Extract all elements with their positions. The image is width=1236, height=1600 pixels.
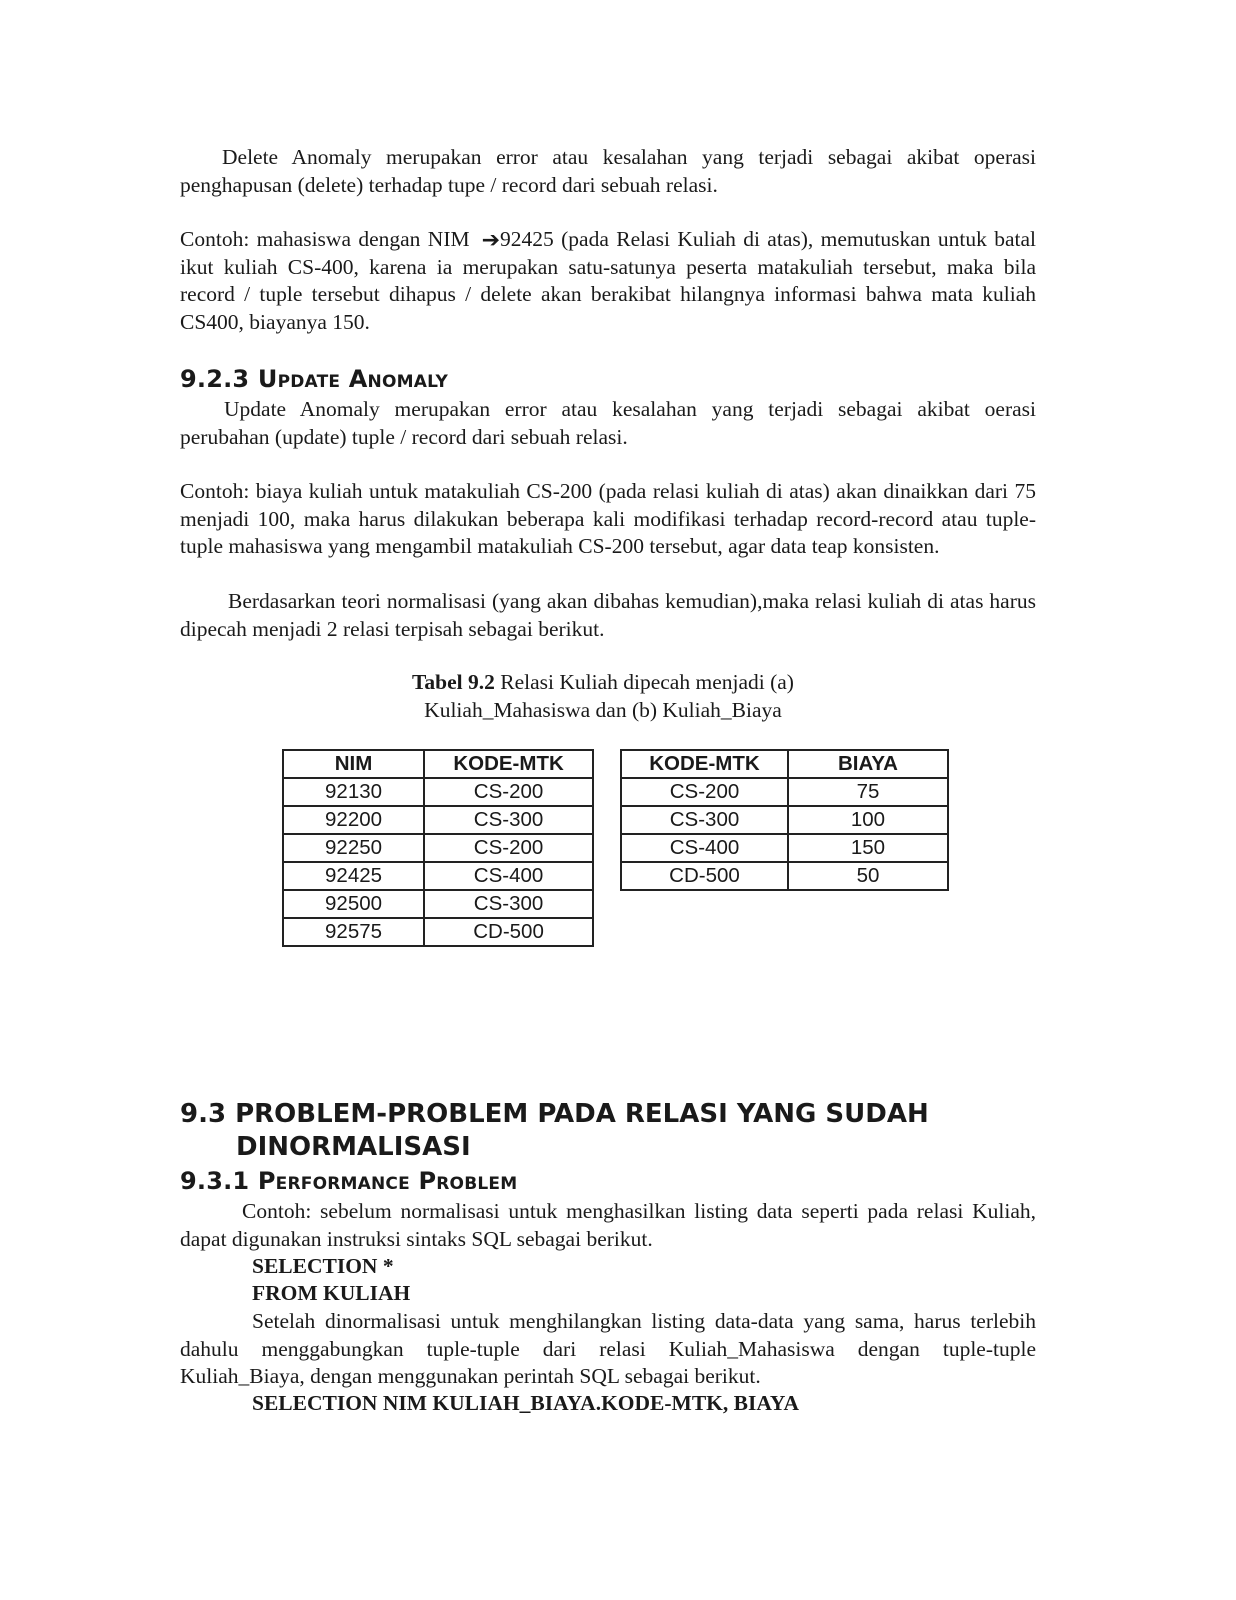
cell-nim: 92250 xyxy=(283,834,424,862)
paragraph-performance-example: Contoh: sebelum normalisasi untuk menghasilkan listing data seperti pada relasi Kuliah, dapat digunakan instruksi sintaks SQL sebagai berikut. xyxy=(180,1199,1036,1251)
cell-kode-mtk: CS-300 xyxy=(424,890,593,918)
column-header-biaya: BIAYA xyxy=(788,750,948,778)
cell-kode-mtk: CS-200 xyxy=(424,834,593,862)
cell-kode-mtk: CS-400 xyxy=(424,862,593,890)
table-kuliah-biaya xyxy=(620,749,949,891)
cell-kode-mtk: CS-400 xyxy=(621,834,788,862)
example-text-start: Contoh: mahasiswa dengan NIM xyxy=(180,227,470,251)
column-header-kode-mtk: KODE-MTK xyxy=(424,750,593,778)
section-heading-9-3-line2: DINORMALISASI xyxy=(236,1132,471,1162)
cell-kode-mtk: CS-200 xyxy=(424,778,593,806)
table-row xyxy=(283,834,593,862)
table-row xyxy=(283,890,593,918)
table-row xyxy=(283,918,593,946)
section-heading-9-2-3: 9.2.3 Update Anomaly xyxy=(180,365,448,393)
table-caption xyxy=(300,668,906,724)
cell-biaya: 75 xyxy=(788,778,948,806)
cell-nim: 92130 xyxy=(283,778,424,806)
table-caption-label: Tabel 9.2 xyxy=(412,670,495,694)
paragraph-delete-example xyxy=(180,226,1036,336)
section-heading-9-3-1: 9.3.1 Performance Problem xyxy=(180,1167,518,1195)
sql-code-line-2: FROM KULIAH xyxy=(252,1281,411,1305)
table-header-row xyxy=(283,750,593,778)
table-row xyxy=(621,834,948,862)
table-row xyxy=(621,862,948,890)
cell-nim: 92425 xyxy=(283,862,424,890)
table-header-row xyxy=(621,750,948,778)
arrow-right-icon: ➔ xyxy=(481,228,501,253)
cell-kode-mtk: CD-500 xyxy=(424,918,593,946)
sql-code-line-1: SELECTION * xyxy=(252,1254,394,1278)
paragraph-normalization: Berdasarkan teori normalisasi (yang akan dibahas kemudian),maka relasi kuliah di atas harus dipecah menjadi 2 relasi terpisah sebagai berikut. xyxy=(180,589,1036,641)
paragraph-update-anomaly: Update Anomaly merupakan error atau kesalahan yang terjadi sebagai akibat oerasi perubahan (update) tuple / record dari sebuah relasi. xyxy=(180,397,1036,449)
cell-kode-mtk: CS-300 xyxy=(621,806,788,834)
paragraph-delete-anomaly: Delete Anomaly merupakan error atau kesalahan yang terjadi sebagai akibat operasi penghapusan (delete) terhadap tupe / record dari sebuah relasi. xyxy=(180,145,1036,197)
cell-kode-mtk: CS-300 xyxy=(424,806,593,834)
section-heading-9-3-line1: 9.3 PROBLEM-PROBLEM PADA RELASI YANG SUDAH xyxy=(180,1099,929,1129)
table-row xyxy=(621,778,948,806)
sql-code-line-3: SELECTION NIM KULIAH_BIAYA.KODE-MTK, BIAYA xyxy=(252,1391,799,1415)
cell-biaya: 100 xyxy=(788,806,948,834)
table-row xyxy=(283,778,593,806)
cell-kode-mtk: CS-200 xyxy=(621,778,788,806)
paragraph-after-normalization: Setelah dinormalisasi untuk menghilangkan listing data-data yang sama, harus terlebih dahulu menggabungkan tuple-tuple dari relasi Kuliah_Mahasiswa dengan tuple-tuple Kuliah_Biaya, dengan menggunakan perintah SQL sebagai berikut. xyxy=(180,1309,1036,1388)
cell-biaya: 50 xyxy=(788,862,948,890)
table-kuliah-mahasiswa xyxy=(282,749,594,947)
column-header-kode-mtk: KODE-MTK xyxy=(621,750,788,778)
section-heading-9-3 xyxy=(180,1098,929,1164)
paragraph-update-example: Contoh: biaya kuliah untuk matakuliah CS-200 (pada relasi kuliah di atas) akan dinaikkan dari 75 menjadi 100, maka harus dilakukan beberapa kali modifikasi terhadap record-record atau tuple-tuple mahasiswa yang mengambil matakuliah CS-200 tersebut, agar data teap konsisten. xyxy=(180,479,1036,558)
cell-kode-mtk: CD-500 xyxy=(621,862,788,890)
table-row xyxy=(283,806,593,834)
table-row xyxy=(283,862,593,890)
cell-nim: 92500 xyxy=(283,890,424,918)
cell-nim: 92575 xyxy=(283,918,424,946)
cell-nim: 92200 xyxy=(283,806,424,834)
table-row xyxy=(621,806,948,834)
example-text-rest: 92425 (pada Relasi Kuliah di atas), memutuskan untuk batal ikut kuliah CS-400, karena ia merupakan satu-satunya peserta matakuliah tersebut, maka bila record / tuple tersebut dihapus / delete akan berakibat hilangnya informasi bahwa mata kuliah CS400, biayanya 150. xyxy=(180,227,1036,334)
table-caption-text-2: Kuliah_Mahasiswa dan (b) Kuliah_Biaya xyxy=(424,698,782,722)
cell-biaya: 150 xyxy=(788,834,948,862)
table-caption-text-1: Relasi Kuliah dipecah menjadi (a) xyxy=(500,670,794,694)
column-header-nim: NIM xyxy=(283,750,424,778)
